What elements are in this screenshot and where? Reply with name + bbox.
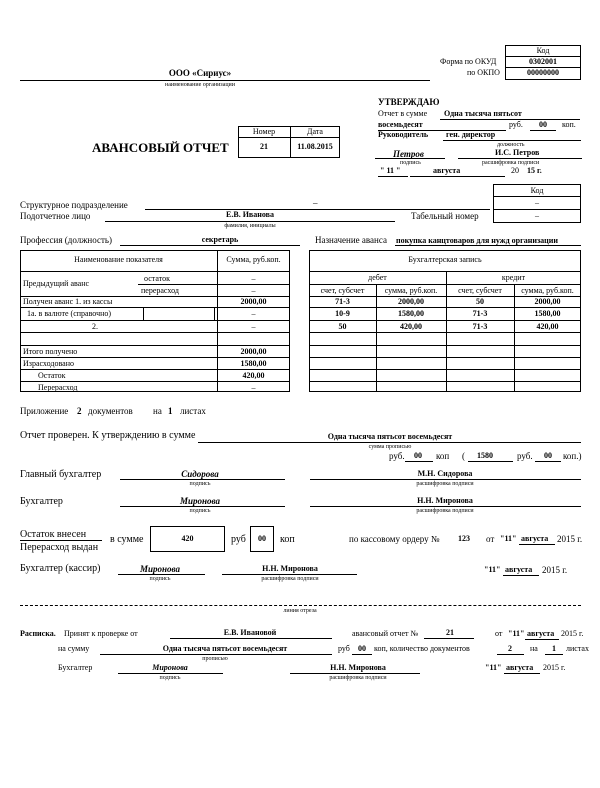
accountant-label: Бухгалтер <box>20 496 63 507</box>
spent-label: Израсходовано <box>23 359 74 368</box>
credit-acc-header: счет, субсчет <box>458 286 502 295</box>
report-title: АВАНСОВЫЙ ОТЧЕТ <box>92 140 229 155</box>
order-year: 2015 г. <box>557 534 583 544</box>
approve-rub: руб. <box>509 120 523 129</box>
approve-signature-caption: подпись <box>400 160 421 166</box>
entry-3-debit-sum: 420,00 <box>400 322 422 331</box>
person-code-header: Код <box>530 186 544 195</box>
prev-advance-remainder: остаток <box>144 274 170 283</box>
order-from: от <box>486 534 495 544</box>
approve-date-year: 20 <box>511 166 519 175</box>
okpo-label: по ОКПО <box>467 68 500 77</box>
debit-header: дебет <box>368 273 387 282</box>
order-day: "11" <box>500 534 517 543</box>
accountable-value: Е.В. Иванова <box>226 210 274 219</box>
report-date-value: 11.08.2015 <box>297 142 333 151</box>
receipt-from: от <box>495 629 503 638</box>
checked-caption: сумма прописью <box>368 444 412 450</box>
credit-sum-header: сумма, руб.коп. <box>521 286 574 295</box>
spent-value: 1580,00 <box>240 359 267 368</box>
receipt-on-sum: на сумму <box>58 644 90 653</box>
checked-rub2: руб. <box>517 451 533 461</box>
approve-signature-name: И.С. Петров <box>495 148 540 157</box>
checked-sum-words: Одна тысяча пятьсот восемьдесят <box>327 432 453 441</box>
right-header: Бухгалтерская запись <box>408 255 482 264</box>
order-month: августа <box>521 534 549 543</box>
receipt-day: "11" <box>508 629 525 638</box>
entry-3-credit-sum: 420,00 <box>536 322 559 331</box>
tab-number-value: – <box>535 211 539 220</box>
chief-name: М.Н. Сидорова <box>417 469 473 478</box>
receipt-month: августа <box>527 629 555 638</box>
report-number-label: Номер <box>252 127 276 136</box>
approve-signature: Петров <box>393 149 424 159</box>
total-received-label: Итого получено <box>23 347 78 356</box>
receipt-kop-value: 00 <box>358 644 366 653</box>
approve-date-day: " 11 " <box>380 166 401 175</box>
tab-number-label: Табельный номер <box>411 211 479 221</box>
entry-1-credit-sum: 2000,00 <box>534 297 561 306</box>
org-name: ООО «Сириус» <box>168 68 232 78</box>
entry-3-debit-acc: 50 <box>338 322 347 331</box>
remainder-label: Остаток <box>38 371 66 380</box>
attachment-on: на <box>153 406 162 416</box>
approve-head-label: Руководитель <box>378 130 429 139</box>
profession-value: секретарь <box>201 235 239 244</box>
cut-line-label: линия отреза <box>270 608 330 614</box>
accountable-caption: фамилия, инициалы <box>224 223 276 229</box>
checked-kop-value: 00 <box>414 451 422 460</box>
approve-sum-words-1: Одна тысяча пятьсот <box>444 109 522 118</box>
received-other-value: – <box>251 322 256 331</box>
entry-2-debit-acc: 10-9 <box>335 309 350 318</box>
dept-label: Структурное подразделение <box>20 200 128 210</box>
approve-sum-label: Отчет в сумме <box>378 109 428 118</box>
approve-date-month: августа <box>433 166 461 175</box>
dept-value: – <box>313 198 318 208</box>
receipt-acc-name: Н.Н. Миронова <box>330 663 386 672</box>
prev-advance-overspent-value: – <box>251 286 256 295</box>
remainder-in-sum: в сумме <box>110 534 144 545</box>
prev-advance-remainder-value: – <box>251 274 256 283</box>
entry-2-credit-sum: 1580,00 <box>534 309 561 318</box>
entry-1-debit-acc: 71-3 <box>335 297 350 306</box>
receipt-title: Расписка. <box>20 629 56 638</box>
approve-position-caption: должность <box>497 142 525 148</box>
receipt-docs-count: 2 <box>508 644 512 653</box>
received-other-label: 2. <box>92 322 98 331</box>
approve-date-year-end: 15 г. <box>527 166 542 175</box>
report-date-label: Дата <box>307 127 323 136</box>
debit-acc-header: счет, субсчет <box>320 286 365 295</box>
overspent-label: Перерасход <box>38 383 78 392</box>
checked-kop: коп <box>436 451 450 461</box>
purpose-label: Назначение аванса <box>315 235 387 245</box>
prev-advance-overspent: перерасход <box>141 286 179 295</box>
approve-kop: коп. <box>562 120 576 129</box>
receipt-acc-signature: Миронова <box>152 663 188 672</box>
receipt-rub: руб <box>338 644 350 653</box>
cashier-name-caption: расшифровка подписи <box>261 576 319 582</box>
prev-advance-label: Предыдущий аванс <box>23 279 90 288</box>
chief-sig-caption: подпись <box>189 481 211 487</box>
receipt-kop-text: коп, количество документов <box>374 644 470 653</box>
remainder-value: 420,00 <box>242 371 265 380</box>
receipt-acc-sig-caption: подпись <box>159 675 181 681</box>
debit-sum-header: сумма, руб.коп. <box>384 286 438 295</box>
okud-label: Форма по ОКУД <box>440 57 497 66</box>
overspent-value: – <box>251 383 256 392</box>
receipt-acc-name-caption: расшифровка подписи <box>329 675 387 681</box>
cashier-signature: Миронова <box>140 564 180 574</box>
receipt-year: 2015 г. <box>561 629 584 638</box>
receipt-sheets-count: 1 <box>552 644 556 653</box>
checked-label: Отчет проверен. К утверждению в сумме <box>20 430 196 441</box>
entry-3-credit-acc: 71-3 <box>472 322 488 331</box>
cashier-day: "11" <box>484 565 501 574</box>
receipt-year2: 2015 г. <box>543 663 566 672</box>
left-col2-header: Сумма, руб.коп. <box>226 255 281 264</box>
remainder-kop-value: 00 <box>258 534 266 543</box>
approve-sum-words-2: восемьдесят <box>378 120 423 129</box>
checked-num-value: 1580 <box>477 451 493 460</box>
entry-2-debit-sum: 1580,00 <box>398 309 424 318</box>
received-currency-label: 1а. в валюте (справочно) <box>27 309 112 318</box>
okpo-value: 00000000 <box>527 68 559 77</box>
currency-input-box[interactable] <box>143 307 215 321</box>
checked-kop2-value: 00 <box>544 451 552 460</box>
receipt-day2: "11" <box>485 663 502 672</box>
org-caption: наименование организации <box>165 82 235 88</box>
checked-kop2: коп.) <box>563 451 582 461</box>
receipt-month2: августа <box>506 663 534 672</box>
accountant-sig-caption: подпись <box>189 508 211 514</box>
overspent-issued-label: Перерасход выдан <box>20 542 99 553</box>
accountable-label: Подотчетное лицо <box>20 211 91 221</box>
approve-name-caption: расшифровка подписи <box>482 160 540 166</box>
received-cash-value: 2000,00 <box>240 297 267 306</box>
codes-header: Код <box>536 46 550 55</box>
receipt-from-name: Е.В. Ивановой <box>223 628 277 637</box>
entry-2-credit-acc: 71-3 <box>472 309 488 318</box>
remainder-rub-value: 420 <box>181 534 194 543</box>
cashier-label: Бухгалтер (кассир) <box>20 563 101 574</box>
entry-1-credit-acc: 50 <box>476 297 484 306</box>
report-number-value: 21 <box>260 142 268 151</box>
credit-header: кредит <box>501 273 526 282</box>
receipt-sheets: листах <box>566 644 589 653</box>
approve-head-position: ген. директор <box>446 130 496 139</box>
checked-rub: руб. <box>389 451 405 461</box>
receipt-words-caption: прописью <box>202 656 228 662</box>
chief-label: Главный бухгалтер <box>20 469 102 480</box>
approve-kop-value: 00 <box>539 120 547 129</box>
attachment-sheets: листах <box>180 406 206 416</box>
cashier-sig-caption: подпись <box>149 576 171 582</box>
receipt-acc-label: Бухгалтер <box>58 663 93 672</box>
cashier-year: 2015 г. <box>542 565 568 575</box>
received-cash-label: Получен аванс 1. из кассы <box>23 297 113 306</box>
accountant-signature: Миронова <box>180 496 220 506</box>
receipt-sum-words: Одна тысяча пятьсот восемьдесят <box>162 644 288 653</box>
cashier-name: Н.Н. Миронова <box>262 564 318 573</box>
cashier-month: августа <box>505 565 533 574</box>
accountant-name: Н.Н. Миронова <box>417 496 473 505</box>
attachment-sheets-count: 1 <box>168 406 173 416</box>
receipt-accepted: Принят к проверке от <box>64 629 138 638</box>
attachment-label: Приложение <box>20 406 69 416</box>
received-currency-value: – <box>251 309 256 318</box>
profession-label: Профессия (должность) <box>20 235 112 245</box>
receipt-report-no: 21 <box>446 628 454 637</box>
okud-value: 0302001 <box>529 57 557 66</box>
remainder-rub: руб <box>231 534 246 545</box>
purpose-value: покупка канцтоваров для нужд организации <box>396 236 558 245</box>
dept-code: – <box>535 198 539 207</box>
approve-title: УТВЕРЖДАЮ <box>378 97 440 107</box>
entry-1-debit-sum: 2000,00 <box>398 297 424 306</box>
attachment-count: 2 <box>77 406 82 416</box>
total-received-value: 2000,00 <box>240 347 267 356</box>
accountant-name-caption: расшифровка подписи <box>416 508 474 514</box>
receipt-report-text: авансовый отчет № <box>352 629 419 638</box>
left-col1-header: Наименование показателя <box>74 255 163 264</box>
receipt-on: на <box>530 644 538 653</box>
checked-open-paren: ( <box>462 451 465 461</box>
cut-line <box>20 605 581 606</box>
attachment-docs: документов <box>88 406 133 416</box>
remainder-kop: коп <box>280 534 295 545</box>
chief-name-caption: расшифровка подписи <box>416 481 474 487</box>
order-text: по кассовому ордеру № <box>349 534 440 544</box>
order-no: 123 <box>458 534 470 543</box>
remainder-deposited-label: Остаток внесен <box>20 529 87 540</box>
chief-signature: Сидорова <box>181 469 219 479</box>
